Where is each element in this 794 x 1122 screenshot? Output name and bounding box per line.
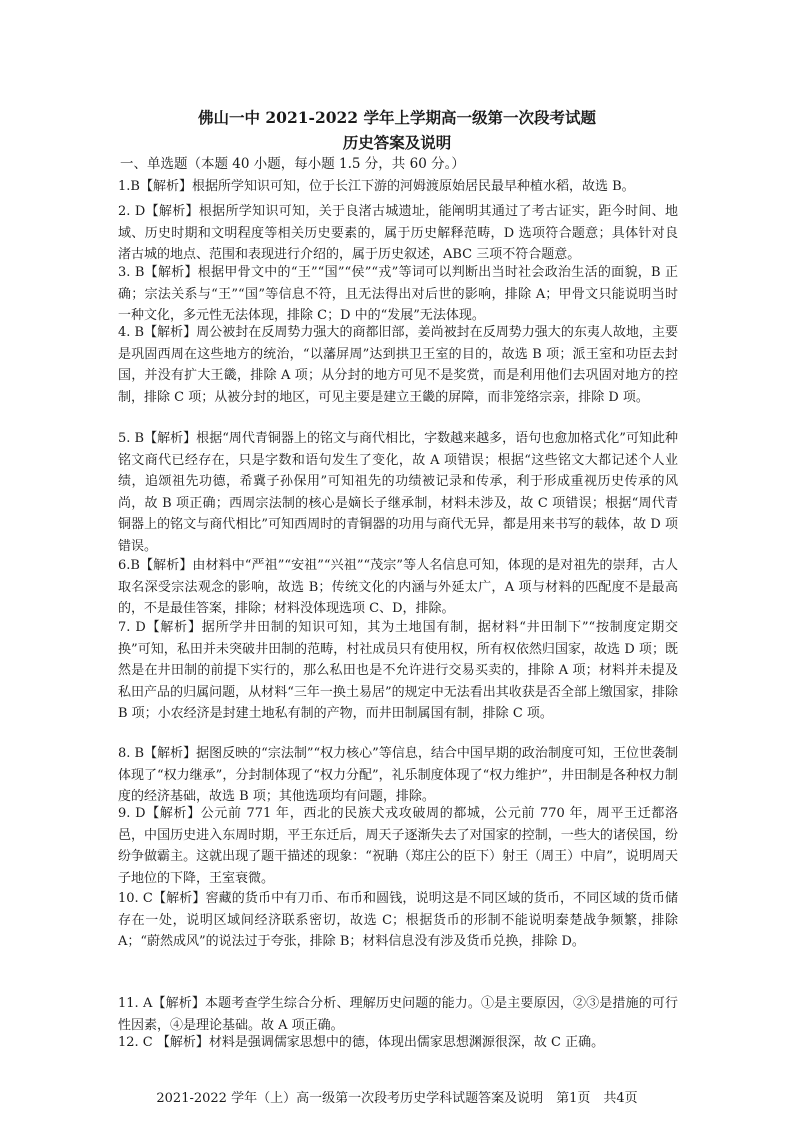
document-subtitle: 历史答案及说明 xyxy=(342,133,452,152)
answer-item-8: 8. B【解析】据图反映的“宗法制”“权力核心”等信息，结合中国早期的政治制度可知，王位世袭制体现了“权力继承”，分封制体现了“权力分配”，礼乐制度体现了“权力维护”，井田制是各种权力制度的经济基础，故选 B 项；其他选项均有问题，排除。 xyxy=(118,746,678,805)
answer-item-12: 12. C 【解析】材料是强调儒家思想中的德，体现出儒家思想渊源很深，故 C 正确。 xyxy=(118,1035,605,1050)
section-heading: 一、单选题（本题 40 小题，每小题 1.5 分，共 60 分。） xyxy=(120,156,465,172)
answer-item-3: 3. B【解析】根据甲骨文中的“王”“国”“侯”“戎”等词可以判断出当时社会政治生活的面貌，B 正确；宗法关系与“王”“国”等信息不符，且无法得出对后世的影响，排除 A；甲骨文只能说明当时一种文化，多元性无法体现，排除 C；D 中的“发展”无法体现。 xyxy=(118,265,678,324)
answer-item-6: 6.B【解析】由材料中“严祖”“安祖”“兴祖”“茂宗”等人名信息可知，体现的是对祖先的崇拜，古人取名深受宗法观念的影响，故选 B；传统文化的内涵与外延太广，A 项与材料的匹配度不是最高的，不是最佳答案，排除；材料没体现选项 C、D，排除。 xyxy=(118,558,678,617)
answer-item-5: 5. B【解析】根据“周代青铜器上的铭文与商代相比，字数越来越多，语句也愈加格式化”可知此种铭文商代已经存在，只是字数和语句发生了变化，故 A 项错误；根据“这些铭文大都记述个人业绩，追颂祖先功德，希冀子孙保用”可知祖先的功绩被记录和传承，利于形成重视历史传承的风尚，故 B 项正确；西周宗法制的核心是嫡长子继承制，材料未涉及，故 C 项错误；根据“周代青铜器上的铭文与商代相比”可知西周时的青铜器的功用与商代无异，都是用来书写的载体，故 D 项错误。 xyxy=(118,431,678,554)
answer-item-2: 2. D【解析】根据所学知识可知，关于良渚古城遗址，能阐明其通过了考古证实，距今时间、地域、历史时期和文明程度等相关历史要素的，属于历史解释范畴，D 选项符合题意；具体针对良渚古城的地点、范围和表现进行介绍的，属于历史叙述，ABC 三项不符合题意。 xyxy=(118,204,678,263)
page-footer: 2021-2022 学年（上）高一级第一次段考历史学科试题答案及说明 第1页 共4页 xyxy=(156,1091,638,1106)
answer-item-9: 9. D【解析】公元前 771 年，西北的民族犬戎攻破周的都城，公元前 770 年，周平王迁都洛邑，中国历史进入东周时期，平王东迁后，周天子逐渐失去了对国家的控制，一些大的诸侯国，纷纷争做霸主。这就出现了题干描述的现象：“祝聃（郑庄公的臣下）射王（周王）中肩”，说明周天子地位的下降，王室衰微。 xyxy=(118,806,678,886)
answer-item-7: 7. D【解析】据所学井田制的知识可知，其为土地国有制，据材料“井田制下”“按制度定期交换”可知，私田并未突破井田制的范畴，村社成员只有使用权，所有权依然归国家，故选 D 项；既然是在井田制的前提下实行的，那么私田也是不允许进行交易买卖的，排除 A 项；材料并未提及私田产品的归属问题，从材料“三年一换土易居”的规定中无法看出其收获是否全部上缴国家，排除 B 项；小农经济是封建土地私有制的产物，而井田制属国有制，排除 C 项。 xyxy=(118,620,678,722)
answer-item-4: 4. B【解析】周公被封在反周势力强大的商都旧部，姜尚被封在反周势力强大的东夷人故地，主要是巩固西周在这些地方的统治，“以藩屏周”达到拱卫王室的目的，故选 B 项；派王室和功臣去封国，并没有扩大王畿，排除 A 项；从分封的地方可见不是奖赏，而是利用他们去巩固对地方的控制，排除 C 项；从被分封的地区，可见主要是建立王畿的屏障，而非笼络宗亲，排除 D 项。 xyxy=(118,325,678,405)
answer-item-10: 10. C【解析】窖藏的货币中有刀币、布币和圆钱，说明这是不同区域的货币，不同区域的货币储存在一处，说明区域间经济联系密切，故选 C；根据货币的形制不能说明秦楚战争频繁，排除 A；“蔚然成风”的说法过于夸张，排除 B；材料信息没有涉及货币兑换，排除 D。 xyxy=(118,891,678,950)
answer-item-11: 11. A【解析】本题考查学生综合分析、理解历史问题的能力。①是主要原因，②③是措施的可行性因素，④是理论基础。故 A 项正确。 xyxy=(118,996,678,1033)
answer-item-1: 1.B【解析】根据所学知识可知，位于长江下游的河姆渡原始居民最早种植水稻，故选 B。 xyxy=(118,179,635,194)
document-title: 佛山一中 2021-2022 学年上学期高一级第一次段考试题 xyxy=(197,108,596,127)
